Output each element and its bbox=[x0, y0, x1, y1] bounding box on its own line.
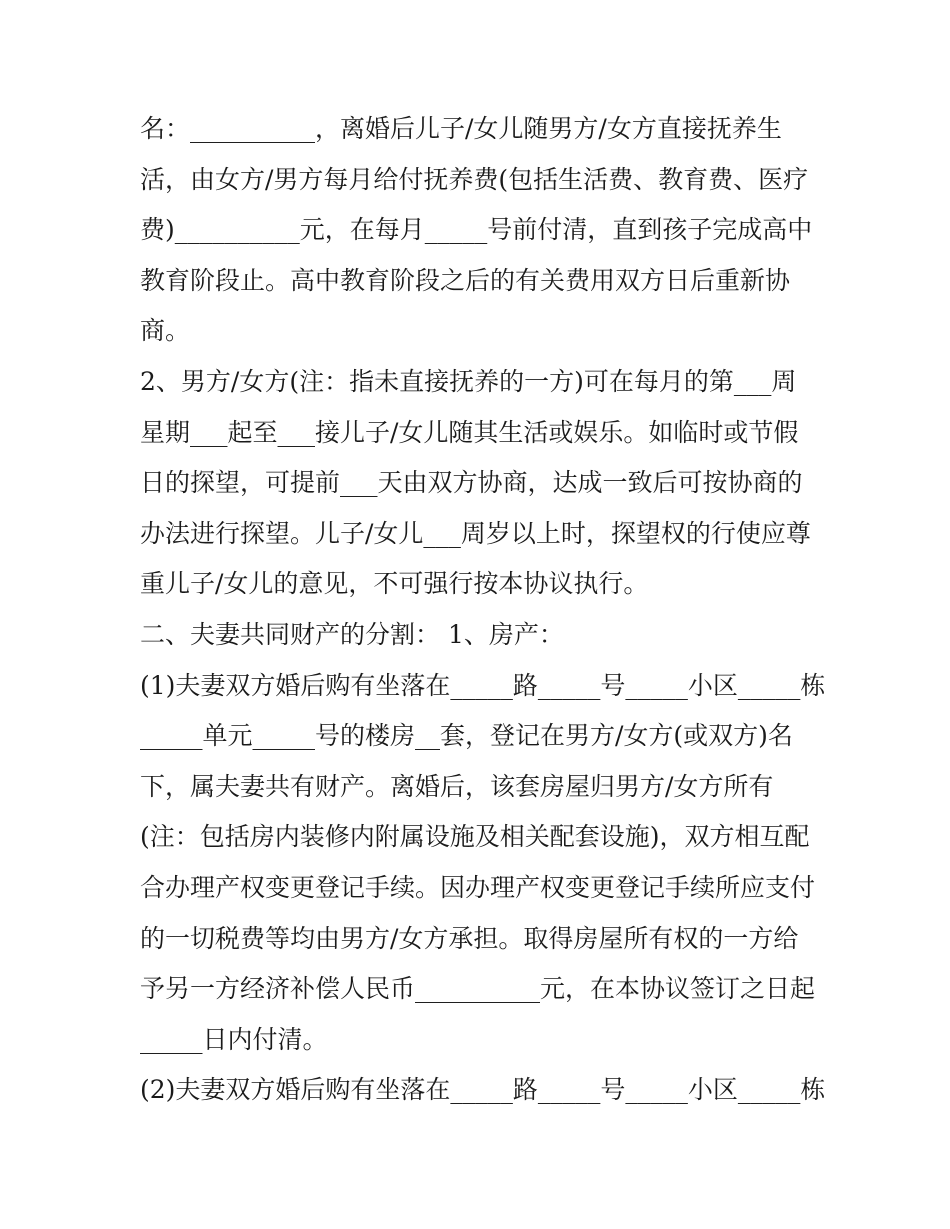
text-line: 教育阶段止。高中教育阶段之后的有关费用双方日后重新协 bbox=[140, 265, 791, 295]
text-line: 商。 bbox=[140, 316, 191, 346]
text-line: 活，由女方/男方每月给付抚养费(包括生活费、教育费、医疗 bbox=[140, 164, 809, 194]
text-line: 的一切税费等均由男方/女方承担。取得房屋所有权的一方给 bbox=[140, 923, 799, 953]
text-line: _____单元_____号的楼房__套，登记在男方/女方(或双方)名 bbox=[140, 721, 793, 751]
text-line: 重儿子/女儿的意见，不可强行按本协议执行。 bbox=[140, 569, 649, 599]
text-line: 合办理产权变更登记手续。因办理产权变更登记手续所应支付 bbox=[140, 872, 816, 902]
section-heading: 二、夫妻共同财产的分割： 1、房产： bbox=[140, 619, 564, 649]
text-line: 办法进行探望。儿子/女儿___周岁以上时，探望权的行使应尊 bbox=[140, 518, 811, 548]
text-line: 名：__________，离婚后儿子/女儿随男方/女方直接抚养生 bbox=[140, 114, 782, 143]
text-line: _____日内付清。 bbox=[140, 1024, 328, 1054]
text-line: 下，属夫妻共有财产。离婚后，该套房屋归男方/女方所有 bbox=[140, 771, 774, 801]
text-line: 费)__________元，在每月_____号前付清，直到孩子完成高中 bbox=[140, 215, 813, 245]
text-line: (注：包括房内装修内附属设施及相关配套设施)，双方相互配 bbox=[140, 822, 810, 852]
text-line: (2)夫妻双方婚后购有坐落在_____路_____号_____小区_____栋 bbox=[140, 1075, 826, 1105]
text-line: 日的探望，可提前___天由双方协商，达成一致后可按协商的 bbox=[140, 468, 803, 498]
text-line: 2、男方/女方(注：指未直接抚养的一方)可在每月的第___周 bbox=[140, 366, 797, 396]
document-body bbox=[140, 104, 826, 1116]
text-line: (1)夫妻双方婚后购有坐落在_____路_____号_____小区_____栋 bbox=[140, 670, 826, 700]
text-line: 星期___起至___接儿子/女儿随其生活或娱乐。如临时或节假 bbox=[140, 417, 799, 447]
text-line: 予另一方经济补偿人民币__________元，在本协议签订之日起 bbox=[140, 974, 816, 1004]
